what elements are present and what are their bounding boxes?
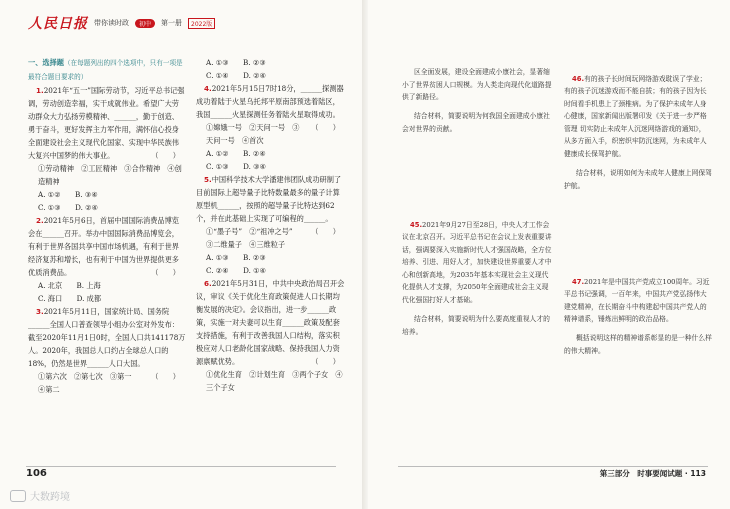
watermark-logo-icon (10, 490, 26, 502)
logo: 人民日报 (28, 16, 88, 32)
question (196, 82, 346, 132)
question-text: 有的孩子长时间玩网络游戏耽误了学业；有的孩子沉迷游戏而不能自拔；有的孩子因为长时间看手机患上了颈椎病。为了保护未成年人身心健康，国家新闻出版署印发《关于进一步严格管理 切实防止未成年人沉迷网络游戏的通知》，从多方面入手，织密织牢防沉迷网，为未成年人健康成长保驾护航。 (564, 74, 707, 158)
paragraph-text: 区全面发展，建设全面建成小康社会，显著缩小了世界贫困人口规模。为人类走向现代化道路提供了新路径。 (402, 68, 552, 101)
question-text: 2021年9月27日至28日，中央人才工作会议在北京召开。习近平总书记在会议上发表重要讲话，强调要深入实施新时代人才强国战略，全方位培养、引进、用好人才，加快建设世界重要人才中心和创新高地，为2035年基本实现社会主义现代化提供人才支撑，为2050年全面建成社会主义现代化强国打好人才基础。 (402, 220, 552, 304)
section-note: （在每题列出的四个选项中，只有一项是最符合题目要求的） (28, 59, 183, 81)
question (196, 173, 346, 236)
answer-options (196, 368, 346, 394)
watermark-text: 大数跨境 (30, 492, 70, 503)
question-number: 6. (204, 279, 212, 288)
footer-rule (398, 466, 708, 467)
answer-options (196, 147, 346, 160)
page-number: 113 (690, 469, 706, 478)
option-text: ①嫦娥一号 ②天问一号 ③天问一号 ④首次 (206, 123, 300, 145)
question (564, 276, 712, 326)
page-footer: 第三部分 时事要闻试题 · 113 (599, 469, 706, 478)
watermark (10, 488, 70, 503)
option-text: ①劳动精神 ②工匠精神 ③合作精神 ④创造精神 (38, 164, 182, 186)
paragraph (564, 167, 712, 192)
page-header (28, 14, 215, 32)
answer-space (402, 142, 552, 212)
answer-options (28, 201, 186, 214)
question (28, 214, 186, 279)
right-column-1 (402, 62, 552, 345)
answer-bracket: （ ） (151, 372, 180, 381)
question (28, 305, 186, 381)
question (196, 277, 346, 368)
option-text: A. ①③ B. ②③ (206, 253, 266, 262)
footer-rule (26, 466, 336, 467)
section-title: 一、选择题 (28, 58, 64, 67)
section-heading (28, 56, 186, 84)
paragraph-text: 结合材料，简要说明为何我国全面建成小康社会对世界的贡献。 (402, 112, 550, 133)
paragraph-text: 概括说明这样的精神谱系彰显的是一种什么样的伟大精神。 (564, 334, 712, 355)
answer-options (28, 162, 186, 188)
option-text: C. ②④ D. ①④ (206, 266, 267, 275)
answer-options (196, 160, 346, 173)
question-number: 4. (204, 84, 212, 93)
answer-options (196, 251, 346, 264)
answer-space (564, 199, 712, 269)
edition-year: 2022版 (188, 18, 215, 29)
paragraph (402, 110, 552, 135)
question-text: 2021年5月31日，中共中央政治局召开会议，审议《关于优化生育政策促进人口长期均衡发展的决定》。会议指出，进一步______政策，实施一对夫妻可以生育______政策及配套支持措施，有利于改善我国人口结构，落实积极应对人口老龄化国家战略、保持我国人力资源禀赋优势。 (196, 279, 345, 366)
answer-options (28, 188, 186, 201)
answer-options (196, 69, 346, 82)
answer-options (28, 279, 186, 292)
option-text: ①优化生育 ②计划生育 ③两个子女 ④三个子女 (206, 370, 343, 392)
answer-bracket: （ ） (311, 227, 340, 236)
paragraph (564, 332, 712, 357)
question-number: 3. (36, 307, 44, 316)
level-badge: 初中 (135, 19, 155, 28)
question-number: 47. (572, 277, 585, 286)
option-text: C. ①③ D. ②④ (38, 203, 99, 212)
option-text: A. ①② B. ③④ (38, 190, 98, 199)
option-text: ①第六次 ②第七次 ③第一 ④第二 (38, 372, 139, 394)
answer-bracket: （ ） (311, 357, 340, 366)
question (564, 73, 712, 161)
question-text: 2021年“五一”国际劳动节，习近平总书记强调，劳动创造幸福，实干成就伟业。希望广大劳动群众大力弘扬劳模精神、______，勤于创造、勇于奋斗，更好发挥主力军作用，满怀信心投身全面建设社会主义现代化国家、实现中华民族伟大复兴中国梦的伟大事业。 (28, 86, 185, 160)
option-text: A. 北京 B. 上海 (38, 281, 101, 290)
question-number: 2. (36, 216, 44, 225)
left-column-1 (28, 56, 186, 396)
question-text: 2021年5月6日，首届中国国际消费品博览会在______召开。举办中国国际消费品博览会，有利于世界各国共享中国市场机遇，有利于世界经济复苏和增长，也有利于中国为世界提供更多优质消费品。 (28, 216, 179, 277)
question (28, 84, 186, 162)
answer-bracket: （ ） (311, 123, 340, 132)
paragraph (402, 66, 552, 104)
option-text: A. ①② B. ②④ (206, 149, 266, 158)
option-text: C. 海口 D. 成都 (38, 294, 102, 303)
answer-options (196, 264, 346, 277)
series-title: 带你读时政 (94, 19, 129, 27)
question (402, 219, 552, 307)
paragraph-text: 结合材料，说明如何为未成年人健康上网保驾护航。 (564, 169, 712, 190)
question-number: 5. (204, 175, 212, 184)
question-number: 45. (410, 220, 423, 229)
question-number: 1. (36, 86, 44, 95)
question-text: 中国科学技术大学潘建伟团队成功研制了目前国际上超导量子比特数量最多的量子计算原型机______，按照的超导量子比特达到62个，并在此基础上实现了可编程的______。 (196, 175, 342, 223)
paragraph (402, 313, 552, 338)
answer-options (28, 292, 186, 305)
right-column-2 (564, 66, 712, 364)
option-text: ①“墨子号” ②“祖冲之号” ③二维量子 ④三维粒子 (206, 227, 300, 249)
question-text: 2021年是中国共产党成立100周年。习近平总书记强调，一百年来，中国共产党弘扬伟大建党精神，在长期奋斗中构建起中国共产党人的精神谱系，锤炼出鲜明的政治品格。 (564, 277, 710, 324)
answer-bracket: （ ） (151, 268, 180, 277)
option-text: C. ①④ D. ②④ (206, 71, 267, 80)
question-number: 46. (572, 74, 585, 83)
left-column-2 (196, 56, 346, 394)
paragraph-text: 结合材料，简要说明为什么要高度重视人才的培养。 (402, 315, 550, 336)
question-text: 2021年5月15日7时18分，______探测器成功着陆于火星乌托邦平原南部预选着陆区，我国______火星探测任务着陆火星取得成功。 (196, 84, 344, 119)
book-volume: 第一册 (161, 19, 183, 27)
left-page (0, 0, 363, 509)
option-text: A. ①③ B. ②③ (206, 58, 266, 67)
option-text: C. ①③ D. ③④ (206, 162, 267, 171)
answer-options (196, 56, 346, 69)
question-text: 2021年5月11日，国家统计局、国务院______全国人口普查领导小组办公室对外发布：截至2020年11月1日0时，全国人口共141178万人。2020年，我国总人口约占全球总人口的18%，仍然是世界______人口大国。 (28, 307, 186, 368)
answer-bracket: （ ） (151, 151, 180, 160)
page-number: 106 (26, 468, 47, 479)
footer-label: 第三部分 时事要闻试题 (599, 469, 683, 478)
right-page (368, 0, 730, 509)
